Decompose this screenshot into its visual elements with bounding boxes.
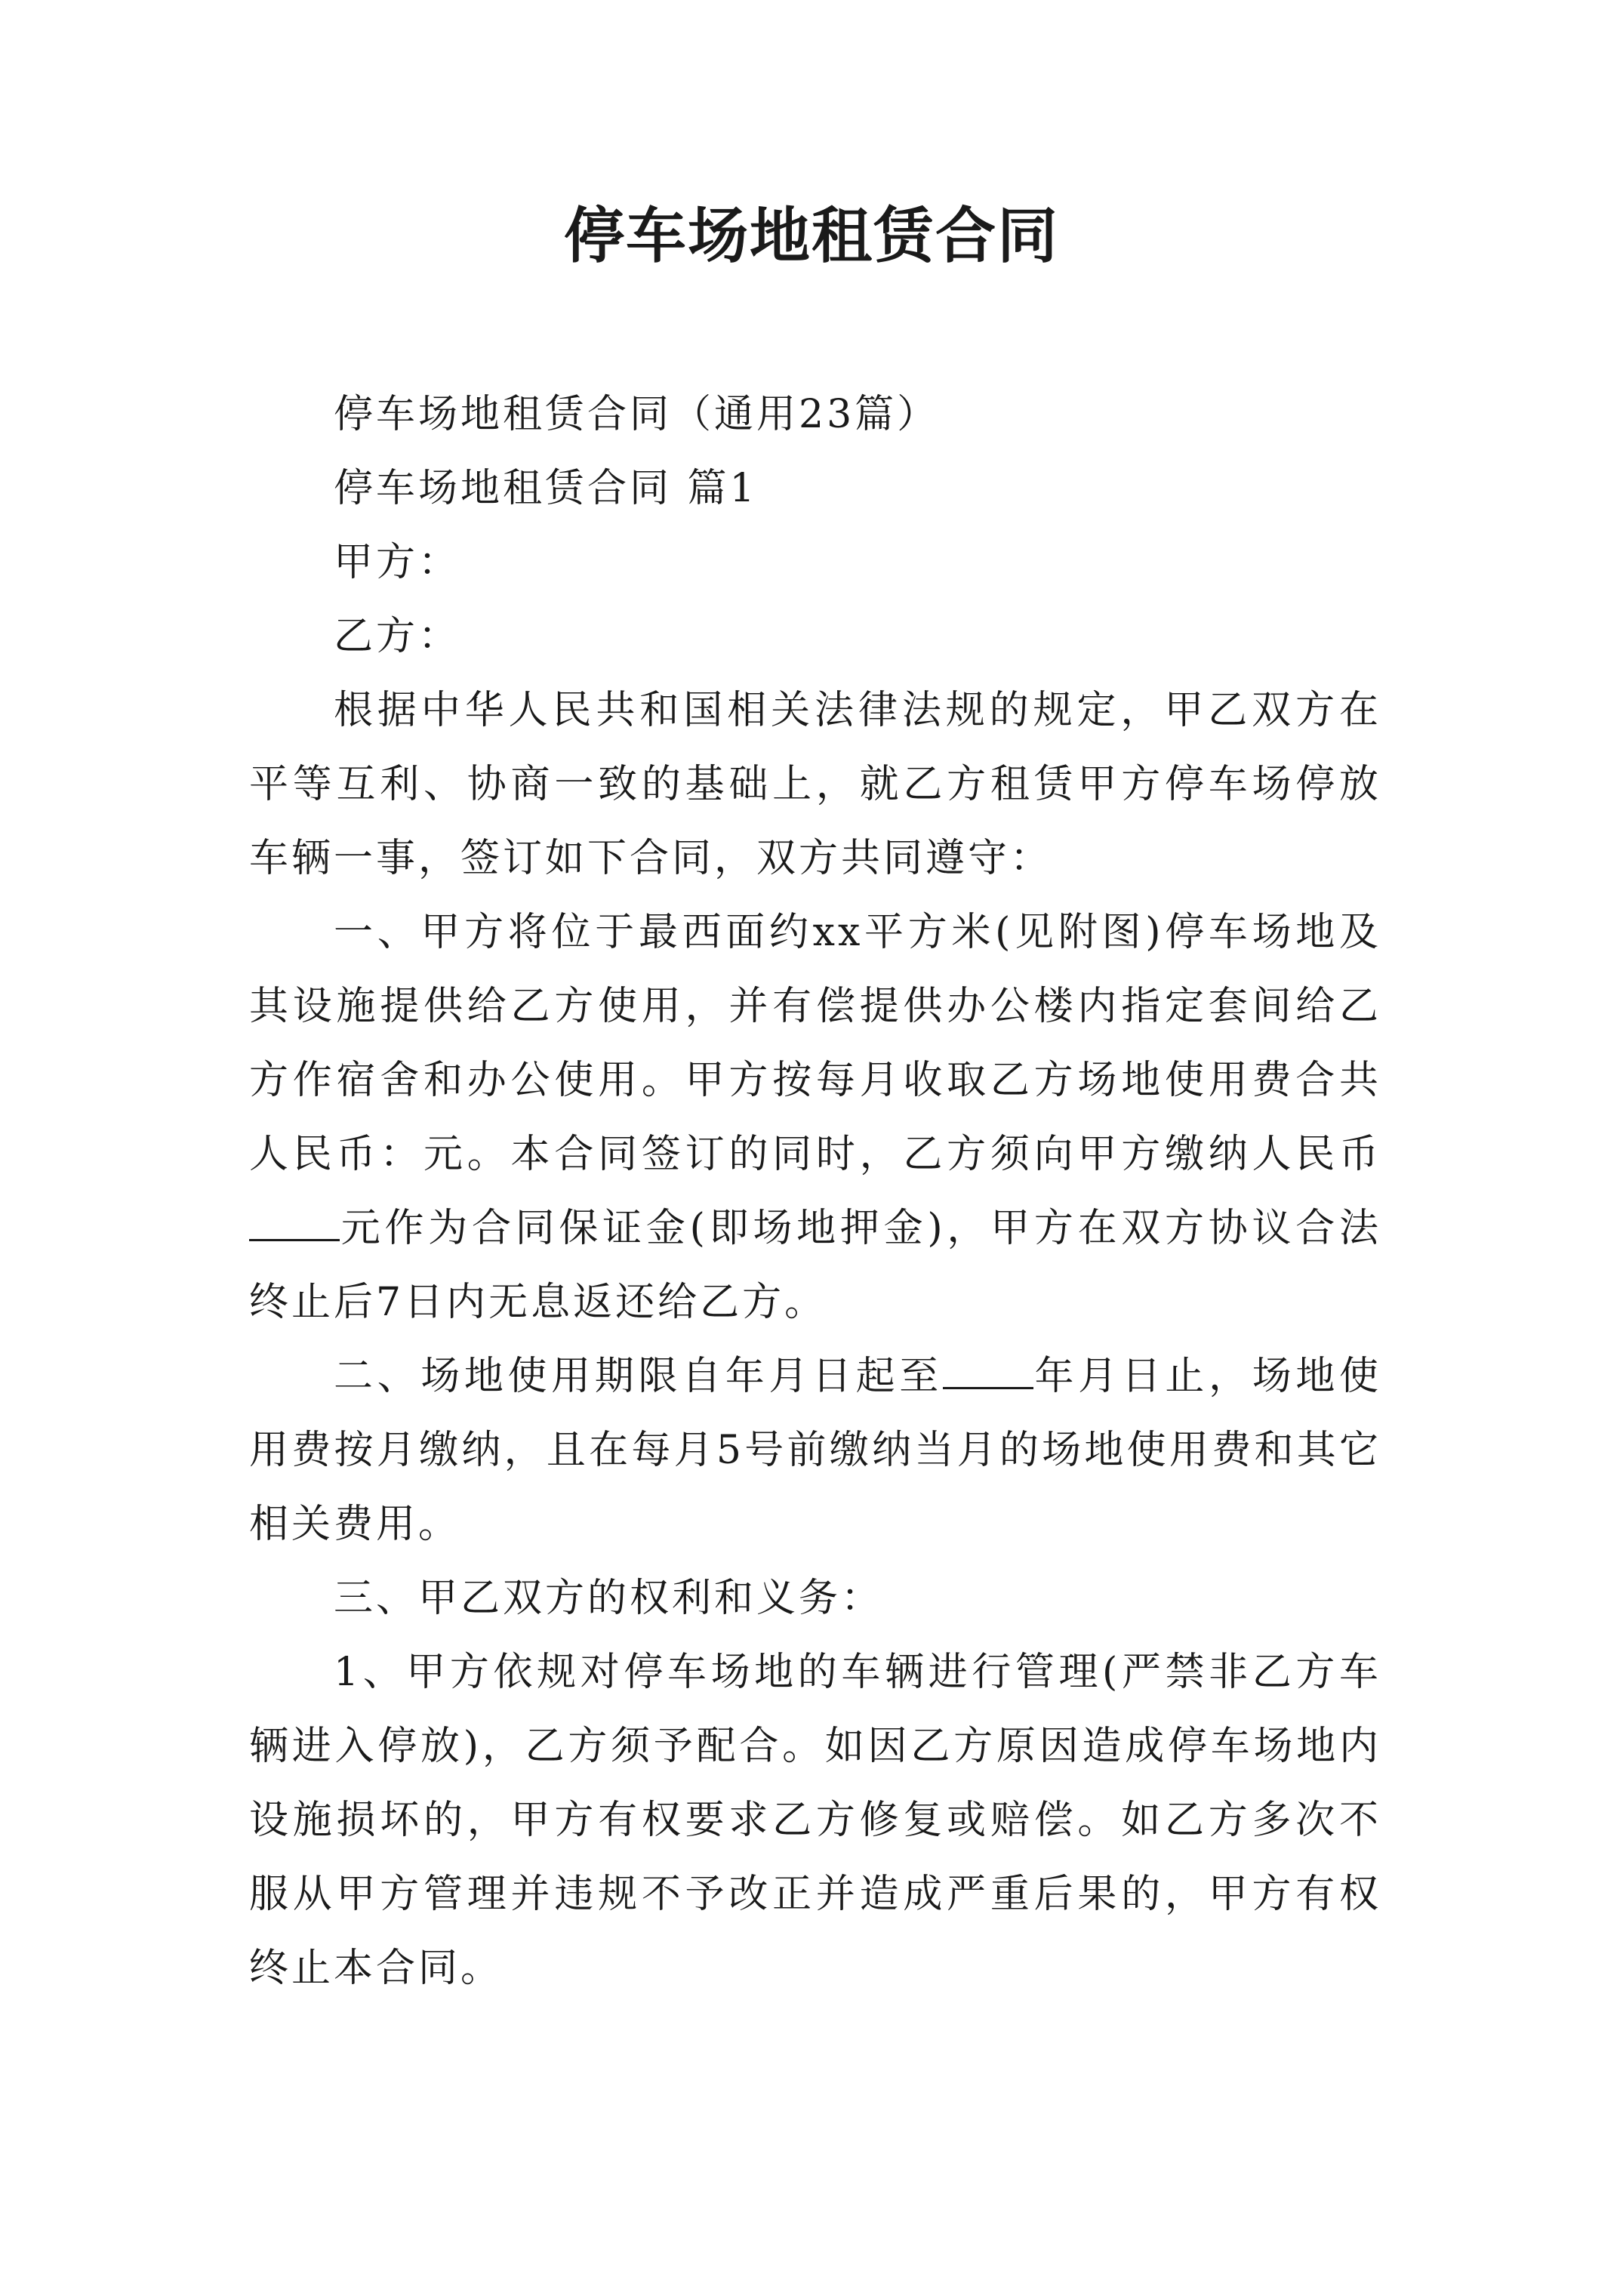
document-subtitle: 停车场地租赁合同（通用23篇） xyxy=(334,392,940,437)
clause-2-text-a: 二、场地使用期限自年月日起至 xyxy=(334,1354,943,1399)
preamble-paragraph: 根据中华人民共和国相关法律法规的规定，甲乙双方在平等互利、协商一致的基础上，就乙方租赁甲方停车场停放车辆一事，签订如下合同，双方共同遵守： xyxy=(249,688,1381,881)
clause-1-text-b: 元作为合同保证金(即场地押金)，甲方在双方协议合法终止后7日内无息返还给乙方。 xyxy=(249,1206,1381,1325)
deposit-amount-blank xyxy=(249,1206,340,1241)
clause-1-paragraph xyxy=(249,895,1381,1339)
clause-3-item-1: 1、甲方依规对停车场地的车辆进行管理(严禁非乙方车辆进入停放)，乙方须予配合。如因乙方原因造成停车场地内设施损坏的，甲方有权要求乙方修复或赔偿。如乙方多次不服从甲方管理并违规不予改正并造成严重后果的，甲方有权终止本合同。 xyxy=(249,1650,1381,1991)
clause-2-text-b: 年月日止，场地使用费按月缴纳，且在每月5号前缴纳当月的场地使用费和其它相关费用。 xyxy=(249,1354,1381,1547)
section-heading: 停车场地租赁合同 篇1 xyxy=(334,466,758,511)
clause-2-paragraph xyxy=(249,1339,1381,1561)
clause-3-heading: 三、甲乙双方的权利和义务： xyxy=(334,1576,884,1621)
end-year-blank xyxy=(943,1354,1033,1389)
document-body xyxy=(249,378,1381,2005)
document-title: 停车场地租赁合同 xyxy=(564,200,1059,271)
party-a-line: 甲方： xyxy=(334,540,461,585)
party-b-line: 乙方： xyxy=(334,614,461,659)
clause-1-text-a: 一、甲方将位于最西面约xx平方米(见附图)停车场地及其设施提供给乙方使用，并有偿提供办公楼内指定套间给乙方作宿舍和办公使用。甲方按每月收取乙方场地使用费合共人民币：元。本合同签订的同时，乙方须向甲方缴纳人民币 xyxy=(249,910,1381,1177)
